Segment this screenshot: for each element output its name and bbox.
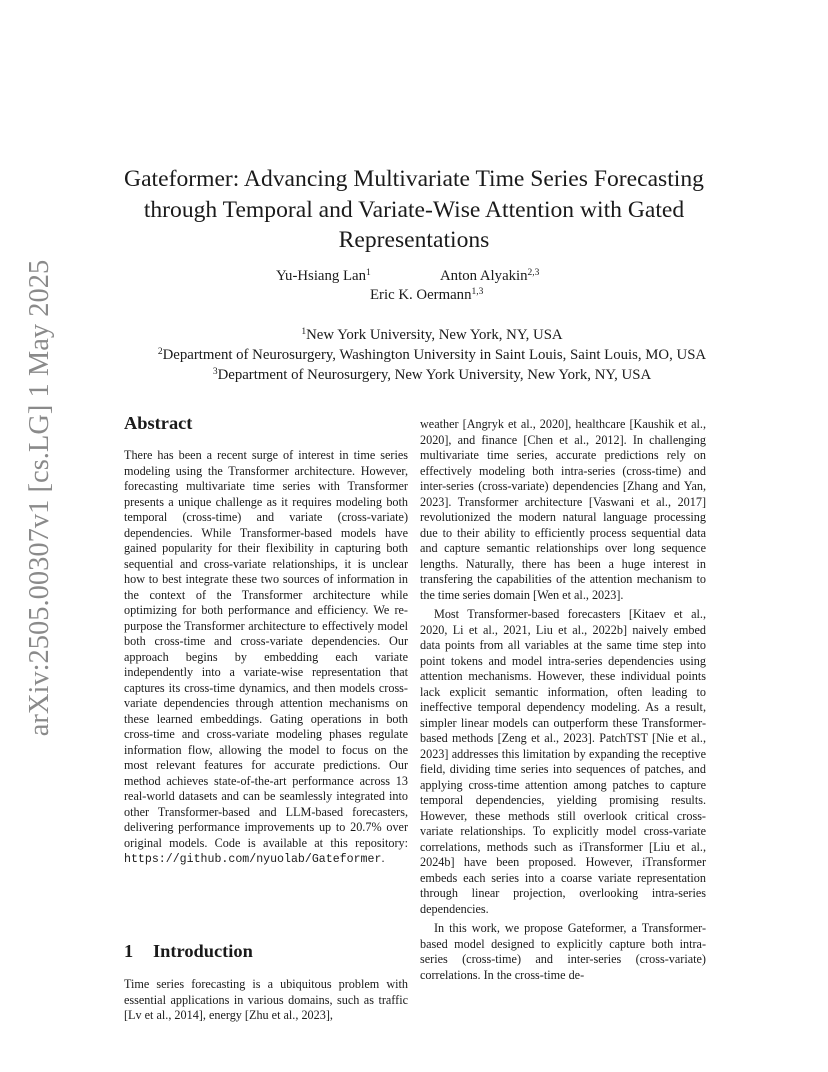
abstract-text: There has been a recent surge of interest in time series modeling using the Transformer architecture. However, forecasting multivariate time series with Transformer presents a unique challenge as it requires modeling both temporal (cross-time) and variate (cross-variate) dependencies. While Transformer-based models have gained popularity for their flexibility in capturing both sequential and cross-variate relationships, it is unclear how to best integrate these two sources of information in the context of the Transformer architecture while optimizing for both performance and efficiency. We re-purpose the Transformer architecture to effectively model both cross-time and cross-variate dependencies. Our approach begins by embedding each variate independently into a variate-wise representation that captures its cross-time dynamics, and then models cross-variate dependencies through attention mechanisms on these learned embeddings. Gating operations in both cross-time and cross-variate modeling phases regulate information flow, allowing the model to focus on the most relevant features for accurate predictions. Our method achieves state-of-the-art performance across 13 real-world datasets and can be seamlessly integrated into other Transformer-based and LLM-based forecasters, delivering performance improvements up to 20.7% over original models. Code is available at this repository: [124,448,408,850]
paper-title [112,164,716,256]
affiliation-text: Department of Neurosurgery, Washington University in Saint Louis, Saint Louis, MO, USA [162,347,707,363]
author-name: Eric K. Oermann [370,287,472,303]
title-line: Representations [338,227,490,253]
affiliation-2 [100,345,764,365]
introduction-heading [124,941,253,962]
affiliation-marker: 3 [212,367,218,377]
author-name: Anton Alyakin [440,268,528,284]
affiliation-3 [100,365,764,385]
introduction-left-column [124,977,408,1024]
author-3 [370,287,483,304]
abstract-paragraph [124,448,408,868]
introduction-paragraph: Time series forecasting is a ubiquitous problem with essential applications in various domains, such as traffic [Lv et al., 2014], energy [Zhu et al., 2023], [124,977,408,1022]
title-line: through Temporal and Variate-Wise Attention with Gated [143,196,685,223]
author-affiliation-marker: 1,3 [471,287,484,297]
author-name: Yu-Hsiang Lan [276,268,366,284]
introduction-paragraph: weather [Angryk et al., 2020], healthcare [Kaushik et al., 2020], and finance [Chen et al., 2012]. In challenging multivariate time series, accurate predictions rely on effectively modeling both intra-series (cross-time) and inter-series (cross-variate) dependencies [Zhang and Yan, 2023]. Transformer architecture [Vaswani et al., 2017] revolutionized the modern natural language processing due to their ability to efficiently process sequential data and capture semantic relationships over long sequence lengths. Naturally, there has been a huge interest in transfering the capabilities of the attention mechanism to the time series domain [Wen et al., 2023]. [420,417,706,602]
repository-url: https://github.com/nyuolab/Gateformer [124,853,382,866]
author-affiliation-marker: 1 [366,268,371,278]
author-2 [440,268,539,285]
arxiv-identifier-stamp [22,259,58,737]
affiliation-text: New York University, New York, NY, USA [306,327,563,343]
title-line: Gateformer: Advancing Multivariate Time Series Forecasting [124,166,704,192]
author-1 [276,268,371,285]
affiliation-marker: 1 [301,327,307,337]
author-affiliation-marker: 2,3 [527,268,540,278]
abstract-end: . [381,851,385,865]
abstract-body [124,448,408,868]
affiliation-marker: 2 [157,347,163,357]
abstract-heading: Abstract [124,413,193,433]
section-title: Introduction [153,941,253,961]
introduction-paragraph: In this work, we propose Gateformer, a Transformer-based model designed to explicitly capture both intra-series (cross-time) and inter-series (cross-variate) correlations. In the cross-time de- [420,921,706,982]
affiliation-1 [100,325,764,345]
arxiv-identifier-text: arXiv:2505.00307v1 [cs.LG] 1 May 2025 [24,259,55,737]
introduction-paragraph: Most Transformer-based forecasters [Kitaev et al., 2020, Li et al., 2021, Liu et al., 2022b] naively embed data points from all variables at the same time step into point tokens and model intra-series dependencies using attention mechanisms. However, these individual points lack explicit semantic information, often leading to ineffective temporal dependency modeling. As a result, simpler linear models can outperform these Transformer-based methods [Zeng et al., 2023]. PatchTST [Nie et al., 2023] addresses this limitation by expanding the receptive field, dividing time series into sequences of patches, and applying cross-time attention among patches to capture temporal dependencies, yielding promising results. However, these methods still overlook critical cross-variate relationships. To explicitly model cross-variate correlations, methods such as iTransformer [Liu et al., 2024b] have been proposed. However, iTransformer embeds each series into a coarse variate representation through linear projection, overlooking intra-series dependencies. [420,607,706,916]
right-column [420,417,706,983]
affiliation-text: Department of Neurosurgery, New York University, New York, NY, USA [217,367,652,383]
section-number: 1 [124,941,134,961]
